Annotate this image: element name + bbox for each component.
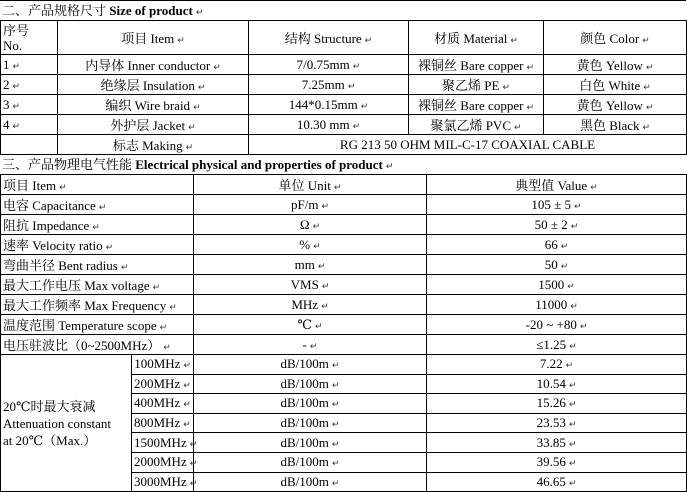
prop-value: 1500 ↵	[427, 275, 687, 295]
prop-unit: ℃ ↵	[194, 315, 427, 335]
att-value: 39.56 ↵	[427, 452, 687, 472]
att-freq: 2000MHz ↵	[132, 452, 194, 472]
att-value: 33.85 ↵	[427, 433, 687, 453]
cell-no-text: 3	[3, 96, 10, 112]
cell-structure-text: 7.25mm	[301, 76, 345, 92]
section-size-title: 二、产品规格尺寸 Size of product ↵	[2, 3, 204, 18]
header-material: 材质 Material ↵	[409, 21, 544, 55]
prop-item: 电压驻波比（0~2500MHz） ↵	[1, 335, 194, 355]
att-value: 10.54 ↵	[427, 374, 687, 394]
prop-value-text: 50 ± 2	[534, 216, 568, 232]
cell-material: 聚氯乙烯 PVC ↵	[409, 115, 544, 135]
att-value: 23.53 ↵	[427, 413, 687, 433]
att-unit: dB/100m ↵	[194, 355, 427, 375]
att-freq: 1500MHz ↵	[132, 433, 194, 453]
cell-material-text: 裸铜丝 Bare copper	[418, 98, 524, 113]
att-freq: 3000MHz ↵	[132, 472, 194, 492]
property-row	[1, 255, 687, 275]
prop-value-text: -20 ~ +80	[525, 316, 577, 332]
att-value-text: 7.22	[539, 356, 563, 372]
prop-item-text: 电容 Capacitance	[3, 198, 96, 213]
prop-item: 阻抗 Impedance ↵	[1, 215, 194, 235]
property-row	[1, 335, 687, 355]
cell-material: 裸铜丝 Bare copper ↵	[409, 95, 544, 115]
cell-color-text: 黄色 Yellow	[576, 58, 643, 73]
cell-item-text: 编织 Wire braid	[105, 98, 191, 113]
header-no-zh: 序号	[3, 22, 30, 38]
property-row	[1, 295, 687, 315]
header-color-text: 颜色 Color	[580, 31, 640, 46]
att-unit: dB/100m ↵	[194, 472, 427, 492]
att-freq-text: 3000MHz	[134, 473, 187, 489]
header-prop-unit-text: 单位 Unit	[278, 178, 331, 193]
cell-marking-empty	[1, 135, 58, 155]
cell-no: 4 ↵	[1, 115, 58, 135]
prop-unit: VMS ↵	[194, 275, 427, 295]
cell-marking-value	[249, 135, 687, 155]
cell-structure: 7.25mm ↵	[249, 75, 409, 95]
cell-structure-text: 7/0.75mm	[296, 56, 350, 72]
att-freq: 100MHz ↵	[132, 355, 194, 375]
cell-structure: 10.30 mm ↵	[249, 115, 409, 135]
cell-material-text: 聚乙烯 PE	[442, 78, 500, 93]
section-size-title-zh: 二、产品规格尺寸	[2, 3, 107, 18]
prop-unit: % ↵	[194, 235, 427, 255]
header-prop-value: 典型值 Value ↵	[427, 175, 687, 195]
marking-value-text: RG 213 50 OHM MIL-C-17 COAXIAL CABLE	[339, 136, 596, 152]
att-unit-text: dB/100m	[280, 375, 329, 391]
cell-no: 2 ↵	[1, 75, 58, 95]
cell-item-text: 绝缘层 Insulation	[100, 78, 195, 93]
att-value: 15.26 ↵	[427, 394, 687, 414]
prop-value-text: 105 ± 5	[531, 196, 572, 212]
cell-item: 外护层 Jacket ↵	[58, 115, 249, 135]
att-unit: dB/100m ↵	[194, 374, 427, 394]
att-value: 7.22 ↵	[427, 355, 687, 375]
cell-structure-text: 144*0.15mm	[288, 96, 358, 112]
att-value-text: 39.56	[536, 454, 566, 470]
prop-item-text: 速率 Velocity ratio	[3, 238, 103, 253]
attenuation-row	[1, 355, 687, 375]
att-freq-text: 200MHz	[134, 375, 181, 391]
att-unit-text: dB/100m	[280, 454, 329, 470]
prop-item-text: 最大工作频率 Max Frequency	[3, 298, 167, 313]
prop-item: 速率 Velocity ratio ↵	[1, 235, 194, 255]
cell-color: 白色 White ↵	[544, 75, 687, 95]
att-freq: 200MHz ↵	[132, 374, 194, 394]
header-prop-item-text: 项目 Item	[3, 178, 57, 193]
prop-item: 弯曲半径 Bent radius ↵	[1, 255, 194, 275]
cell-item: 绝缘层 Insulation ↵	[58, 75, 249, 95]
header-prop-unit: 单位 Unit ↵	[194, 175, 427, 195]
cell-no-text: 2	[3, 76, 10, 92]
prop-value-text: ≤1.25	[536, 336, 567, 352]
prop-value-text: 66	[544, 236, 558, 252]
size-table	[0, 20, 687, 155]
prop-value: 11000 ↵	[427, 295, 687, 315]
property-row	[1, 215, 687, 235]
section-properties-title-en: Electrical physical and properties of product	[135, 157, 383, 172]
cell-color: 黄色 Yellow ↵	[544, 55, 687, 75]
prop-value: 66 ↵	[427, 235, 687, 255]
att-unit-text: dB/100m	[280, 473, 329, 489]
att-value-text: 15.26	[536, 395, 566, 411]
prop-item: 最大工作电压 Max voltage ↵	[1, 275, 194, 295]
prop-unit-text: pF/m	[290, 196, 319, 212]
property-row	[1, 195, 687, 215]
attenuation-label-line2: Attenuation constant	[3, 415, 111, 431]
prop-value: 50 ↵	[427, 255, 687, 275]
cell-material: 聚乙烯 PE ↵	[409, 75, 544, 95]
header-item: 项目 Item ↵	[58, 21, 249, 55]
cell-material-text: 裸铜丝 Bare copper	[418, 58, 524, 73]
cell-color: 黄色 Yellow ↵	[544, 95, 687, 115]
header-color: 颜色 Color ↵	[544, 21, 687, 55]
prop-unit-text: VMS	[290, 276, 319, 292]
prop-value: 50 ± 2 ↵	[427, 215, 687, 235]
prop-unit-text: -	[302, 336, 307, 352]
cell-no: 3 ↵	[1, 95, 58, 115]
attenuation-label-line1: 20℃时最大衰减	[3, 398, 96, 414]
att-unit-text: dB/100m	[280, 415, 329, 431]
prop-unit-text: ℃	[297, 316, 312, 332]
cell-material: 裸铜丝 Bare copper ↵	[409, 55, 544, 75]
cell-marking-label: 标志 Making ↵	[58, 135, 249, 155]
cell-color-text: 黑色 Black	[579, 118, 640, 133]
att-unit-text: dB/100m	[280, 434, 329, 450]
att-freq-text: 100MHz	[134, 356, 181, 372]
att-freq-text: 800MHz	[134, 415, 181, 431]
cell-color-text: 白色 White	[579, 78, 641, 93]
prop-unit: - ↵	[194, 335, 427, 355]
size-row	[1, 75, 687, 95]
att-unit: dB/100m ↵	[194, 413, 427, 433]
cell-item-text: 内导体 Inner conductor	[85, 58, 211, 73]
prop-value: -20 ~ +80 ↵	[427, 315, 687, 335]
att-freq: 800MHz ↵	[132, 413, 194, 433]
att-freq: 400MHz ↵	[132, 394, 194, 414]
prop-value-text: 1500	[538, 276, 565, 292]
property-row	[1, 315, 687, 335]
prop-item: 电容 Capacitance ↵	[1, 195, 194, 215]
section-properties-title: 三、产品物理电气性能 Electrical physical and properties of product ↵	[2, 157, 394, 172]
prop-item: 最大工作频率 Max Frequency ↵	[1, 295, 194, 315]
prop-value-text: 50	[544, 256, 558, 272]
marking-row	[1, 135, 687, 155]
property-row	[1, 235, 687, 255]
cell-item: 内导体 Inner conductor ↵	[58, 55, 249, 75]
header-material-text: 材质 Material	[434, 31, 508, 46]
header-prop-item: 项目 Item ↵	[1, 175, 194, 195]
size-row	[1, 55, 687, 75]
cell-no: 1 ↵	[1, 55, 58, 75]
header-prop-value-text: 典型值 Value	[515, 178, 588, 193]
section-size-title-en: Size of product	[109, 3, 193, 18]
att-unit: dB/100m ↵	[194, 452, 427, 472]
cell-no-text: 4	[3, 116, 10, 132]
att-value: 46.65 ↵	[427, 472, 687, 492]
attenuation-label	[1, 355, 132, 492]
prop-item-text: 阻抗 Impedance	[3, 218, 90, 233]
att-value-text: 23.53	[536, 415, 566, 431]
cell-no-text: 1	[3, 56, 10, 72]
att-freq-text: 400MHz	[134, 395, 181, 411]
header-structure-text: 结构 Structure	[284, 31, 362, 46]
cell-item-text: 外护层 Jacket	[110, 118, 186, 133]
prop-value: ≤1.25 ↵	[427, 335, 687, 355]
prop-unit-text: mm	[294, 256, 315, 272]
att-unit-text: dB/100m	[280, 395, 329, 411]
size-row	[1, 115, 687, 135]
prop-unit: pF/m ↵	[194, 195, 427, 215]
prop-item-text: 最大工作电压 Max voltage	[3, 278, 150, 293]
att-value-text: 46.65	[536, 473, 566, 489]
properties-header	[1, 175, 687, 195]
prop-item: 温度范围 Temperature scope ↵	[1, 315, 194, 335]
section-properties-title-zh: 三、产品物理电气性能	[2, 157, 133, 172]
attenuation-label-line3: at 20℃（Max.）	[3, 432, 97, 448]
att-unit: dB/100m ↵	[194, 394, 427, 414]
prop-item-text: 温度范围 Temperature scope	[3, 318, 157, 333]
att-freq-text: 2000MHz	[134, 454, 187, 470]
att-value-text: 33.85	[536, 434, 566, 450]
size-row	[1, 95, 687, 115]
cell-structure: 7/0.75mm ↵	[249, 55, 409, 75]
property-row	[1, 275, 687, 295]
cell-item: 编织 Wire braid ↵	[58, 95, 249, 115]
prop-unit-text: Ω	[299, 216, 310, 232]
cell-color: 黑色 Black ↵	[544, 115, 687, 135]
prop-item-text: 电压驻波比（0~2500MHz）	[3, 338, 161, 353]
prop-item-text: 弯曲半径 Bent radius	[3, 258, 118, 273]
cell-structure-text: 10.30 mm	[296, 116, 350, 132]
size-table-header	[1, 21, 687, 55]
att-value-text: 10.54	[536, 375, 566, 391]
marking-label-text: 标志 Making	[112, 138, 183, 153]
prop-unit: MHz ↵	[194, 295, 427, 315]
header-no	[1, 21, 58, 55]
header-item-text: 项目 Item	[121, 31, 175, 46]
att-unit: dB/100m ↵	[194, 433, 427, 453]
prop-unit-text: MHz	[291, 296, 319, 312]
cell-color-text: 黄色 Yellow	[576, 98, 643, 113]
header-structure: 结构 Structure ↵	[249, 21, 409, 55]
att-freq-text: 1500MHz	[134, 434, 187, 450]
prop-unit: mm ↵	[194, 255, 427, 275]
header-no-en: No.	[3, 37, 23, 53]
prop-value-text: 11000	[535, 296, 568, 312]
cell-structure: 144*0.15mm ↵	[249, 95, 409, 115]
cell-material-text: 聚氯乙烯 PVC	[430, 118, 511, 133]
prop-unit: Ω ↵	[194, 215, 427, 235]
properties-table	[0, 174, 687, 492]
prop-value: 105 ± 5 ↵	[427, 195, 687, 215]
prop-unit-text: %	[299, 236, 311, 252]
att-unit-text: dB/100m	[280, 356, 329, 372]
